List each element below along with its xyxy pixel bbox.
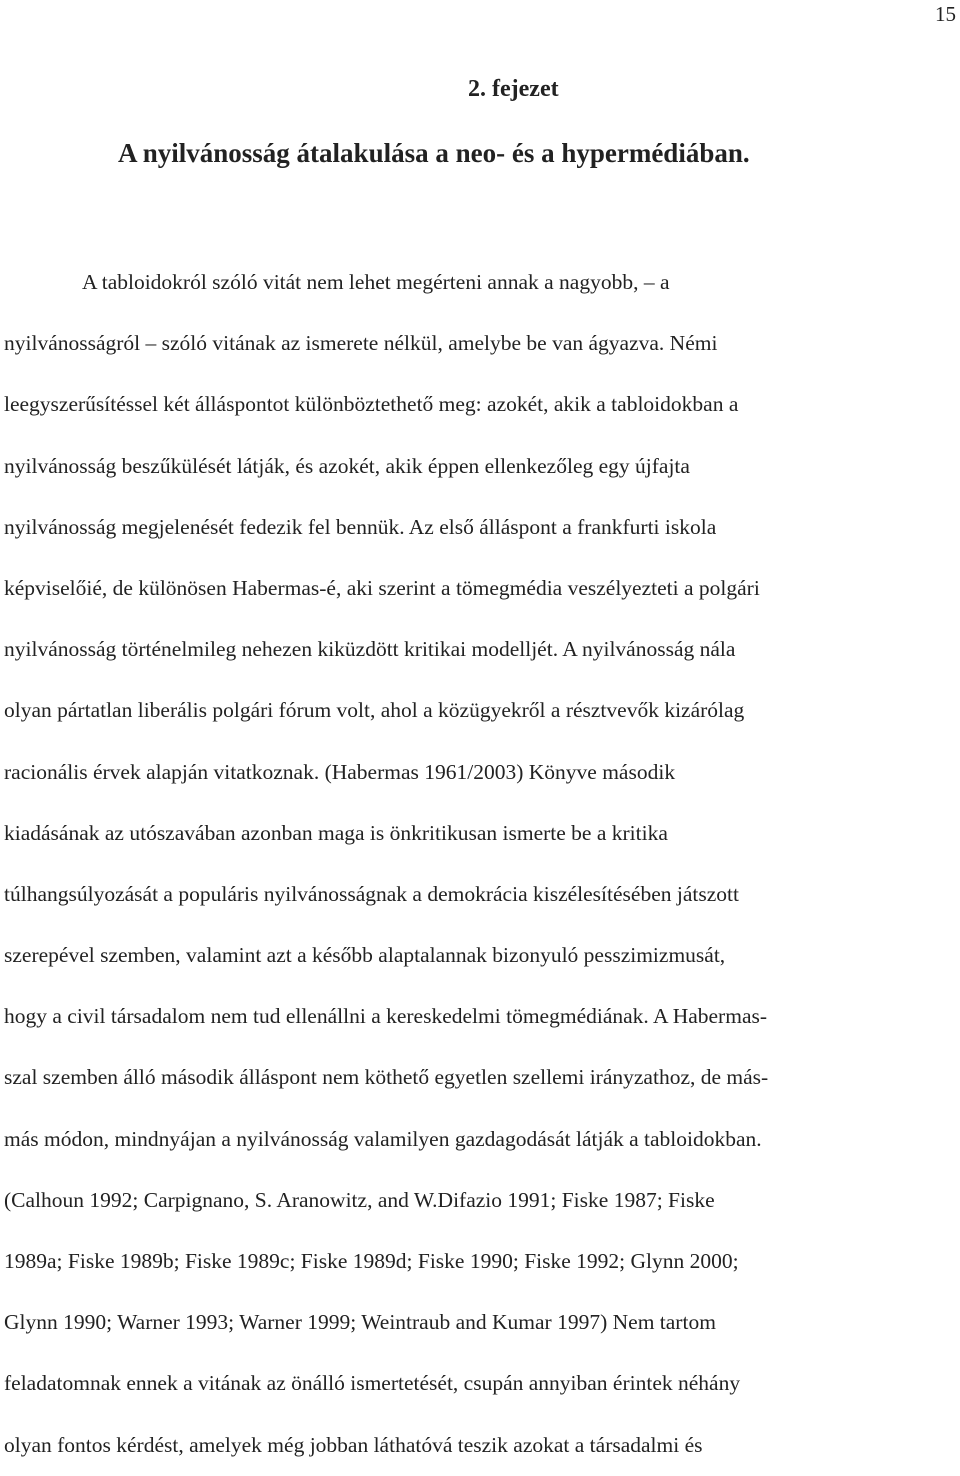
text-line: racionális érvek alapján vitatkoznak. (Habermas 1961/2003) Könyve második	[4, 759, 676, 784]
text-line: nyilvánosság beszűkülését látják, és azokét, akik éppen ellenkezőleg egy újfajta	[4, 453, 690, 478]
text-line: nyilvánosság megjelenését fedezik fel bennük. Az első álláspont a frankfurti iskola	[4, 514, 717, 539]
body-paragraph	[4, 252, 956, 1476]
chapter-label: 2. fejezet	[468, 76, 559, 102]
text-line: feladatomnak ennek a vitának az önálló ismertetését, csupán annyiban érintek néhány	[4, 1371, 741, 1396]
text-line: kiadásának az utószavában azonban maga is önkritikusan ismerte be a kritika	[4, 820, 668, 845]
text-line: (Calhoun 1992; Carpignano, S. Aranowitz, and W.Difazio 1991; Fiske 1987; Fiske	[4, 1187, 715, 1212]
text-line: szal szemben álló második álláspont nem köthető egyetlen szellemi irányzathoz, de más-	[4, 1065, 769, 1090]
text-line: A tabloidokról szóló vitát nem lehet megérteni annak a nagyobb, – a	[82, 270, 670, 294]
text-line: leegyszerűsítéssel két álláspontot különböztethető meg: azokét, akik a tabloidokban a	[4, 392, 739, 417]
chapter-title: A nyilvánosság átalakulása a neo- és a hypermédiában.	[118, 138, 750, 168]
text-line: 1989a; Fiske 1989b; Fiske 1989c; Fiske 1989d; Fiske 1990; Fiske 1992; Glynn 2000;	[4, 1249, 739, 1273]
page-number: 15	[935, 2, 956, 26]
text-line: túlhangsúlyozását a populáris nyilvánosságnak a demokrácia kiszélesítésében játszott	[4, 881, 739, 906]
text-line: hogy a civil társadalom nem tud ellenállni a kereskedelmi tömegmédiának. A Habermas-	[4, 1004, 768, 1029]
text-line: képviselőié, de különösen Habermas-é, aki szerint a tömegmédia veszélyezteti a polgári	[4, 575, 760, 600]
text-line: olyan pártatlan liberális polgári fórum volt, ahol a közügyekről a résztvevők kizárólag	[4, 698, 745, 723]
text-line: más módon, mindnyájan a nyilvánosság valamilyen gazdagodását látják a tabloidokban.	[4, 1126, 762, 1151]
text-line: nyilvánosság történelmileg nehezen kiküzdött kritikai modelljét. A nyilvánosság nála	[4, 637, 736, 662]
text-line: olyan fontos kérdést, amelyek még jobban láthatóvá teszik azokat a társadalmi és	[4, 1432, 703, 1457]
text-line: szerepével szemben, valamint azt a később alaptalannak bizonyuló pesszimizmusát,	[4, 943, 726, 968]
text-line: nyilvánosságról – szóló vitának az ismerete nélkül, amelybe be van ágyazva. Némi	[4, 331, 718, 356]
text-line: Glynn 1990; Warner 1993; Warner 1999; Weintraub and Kumar 1997) Nem tartom	[4, 1310, 716, 1335]
